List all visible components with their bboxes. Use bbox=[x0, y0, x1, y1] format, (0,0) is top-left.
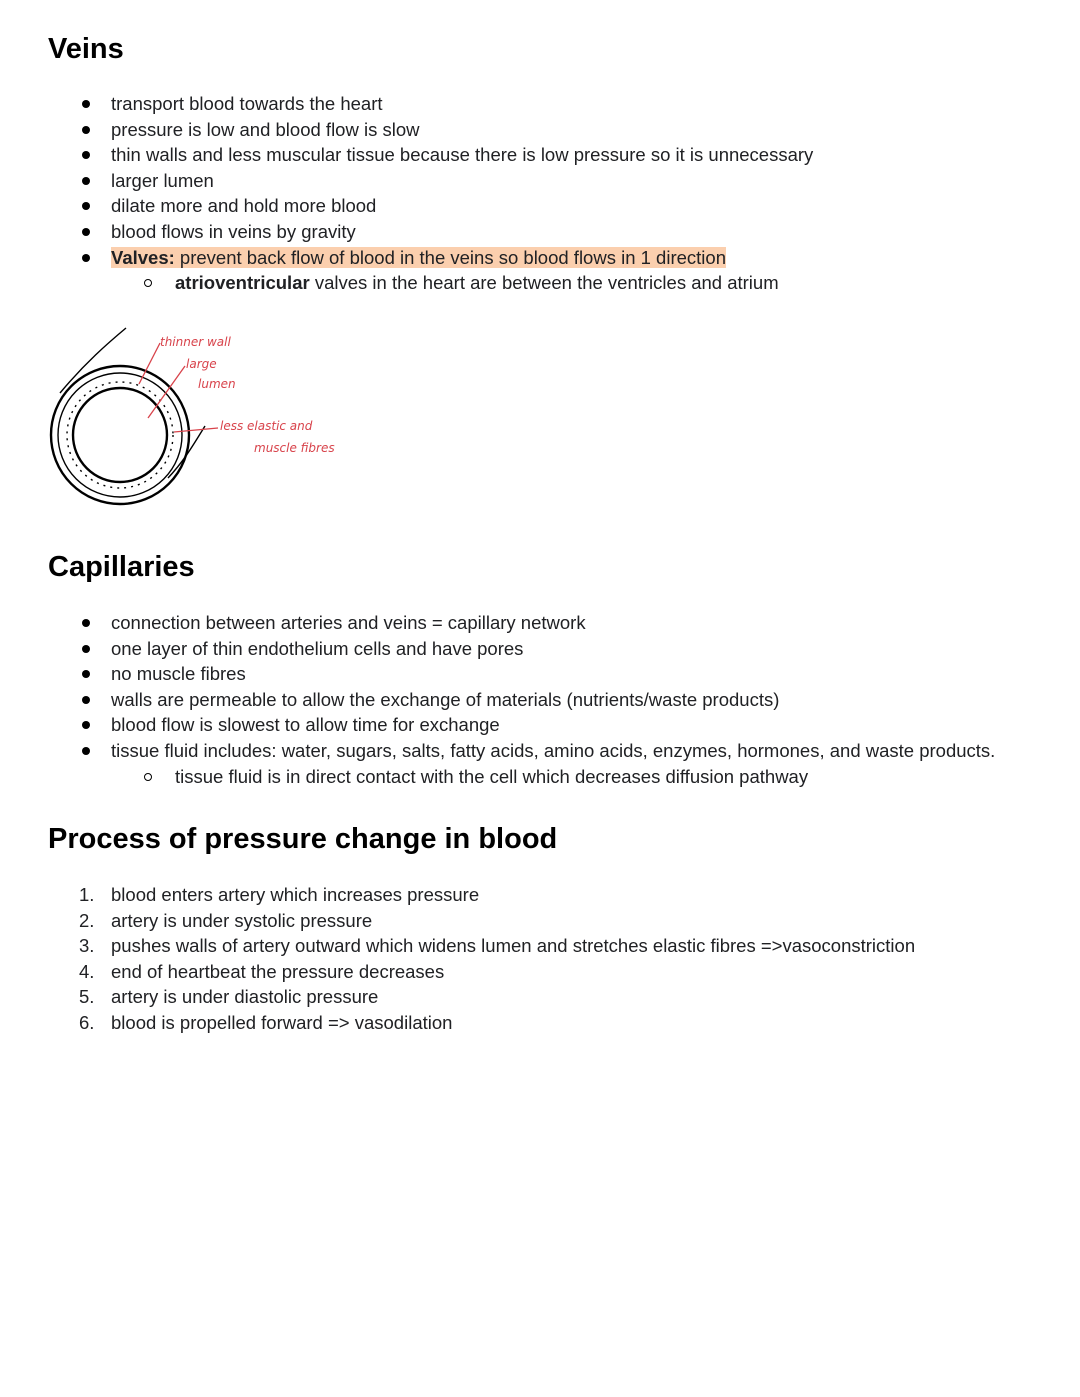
list-item: walls are permeable to allow the exchange of materials (nutrients/waste products) bbox=[48, 687, 995, 713]
veins-bullet-list bbox=[48, 91, 813, 296]
list-item: thin walls and less muscular tissue because there is low pressure so it is unnecessary bbox=[48, 142, 813, 168]
bullet-icon bbox=[82, 670, 90, 678]
list-item: 1. blood enters artery which increases pressure bbox=[79, 884, 480, 905]
tissue-fluid-sub-item: tissue fluid is in direct contact with the cell which decreases diffusion pathway bbox=[48, 764, 995, 790]
list-item: 4. end of heartbeat the pressure decreases bbox=[79, 960, 445, 982]
vein-wall-rings bbox=[51, 366, 189, 504]
capillaries-heading: Capillaries bbox=[48, 551, 195, 583]
annotation-less-elastic: less elastic and bbox=[220, 419, 313, 433]
list-item: dilate more and hold more blood bbox=[48, 193, 813, 219]
bullet-icon bbox=[82, 254, 90, 262]
bullet-icon bbox=[82, 202, 90, 210]
list-item: connection between arteries and veins = capillary network bbox=[48, 610, 995, 636]
list-item: blood flow is slowest to allow time for exchange bbox=[48, 712, 995, 738]
list-item: one layer of thin endothelium cells and have pores bbox=[48, 636, 995, 662]
annotation-lumen: lumen bbox=[198, 377, 236, 391]
vein-cross-section-diagram bbox=[40, 318, 400, 508]
bullet-icon bbox=[82, 126, 90, 134]
list-item: 3. pushes walls of artery outward which widens lumen and stretches elastic fibres =>vasoconstriction bbox=[79, 935, 916, 957]
hollow-bullet-icon bbox=[144, 773, 152, 781]
list-item: 2. artery is under systolic pressure bbox=[79, 909, 373, 931]
list-item: pressure is low and blood flow is slow bbox=[48, 117, 813, 143]
list-item: tissue fluid includes: water, sugars, salts, fatty acids, amino acids, enzymes, hormones, and waste products. bbox=[48, 738, 995, 764]
veins-heading: Veins bbox=[48, 33, 124, 65]
bullet-icon bbox=[82, 721, 90, 729]
list-item: no muscle fibres bbox=[48, 661, 995, 687]
bullet-icon bbox=[82, 228, 90, 236]
valves-item bbox=[48, 245, 813, 271]
valves-text: prevent back flow of blood in the veins so blood flows in 1 direction bbox=[174, 246, 726, 268]
bullet-icon bbox=[82, 100, 90, 108]
list-item: larger lumen bbox=[48, 168, 813, 194]
annotation-large: large bbox=[186, 357, 217, 371]
annotation-thinner-wall: thinner wall bbox=[160, 335, 231, 349]
process-steps-list bbox=[48, 882, 915, 1036]
valves-label: Valves: bbox=[111, 246, 175, 268]
bullet-icon bbox=[82, 696, 90, 704]
bullet-icon bbox=[82, 747, 90, 755]
valves-sub-item: atrioventricular valves in the heart are between the ventricles and atrium bbox=[48, 270, 813, 296]
list-item: blood flows in veins by gravity bbox=[48, 219, 813, 245]
hollow-bullet-icon bbox=[144, 279, 152, 287]
bullet-icon bbox=[82, 645, 90, 653]
list-item: transport blood towards the heart bbox=[48, 91, 813, 117]
bullet-icon bbox=[82, 177, 90, 185]
bullet-icon bbox=[82, 619, 90, 627]
list-item: 5. artery is under diastolic pressure bbox=[79, 986, 379, 1008]
annotation-muscle-fibres: muscle fibres bbox=[254, 441, 335, 455]
bullet-icon bbox=[82, 151, 90, 159]
process-heading: Process of pressure change in blood bbox=[48, 823, 558, 855]
valves-highlight bbox=[111, 247, 726, 268]
list-item: 6. blood is propelled forward => vasodilation bbox=[79, 1011, 453, 1033]
capillaries-bullet-list bbox=[48, 610, 995, 789]
vein-outline-strokes bbox=[60, 328, 205, 478]
